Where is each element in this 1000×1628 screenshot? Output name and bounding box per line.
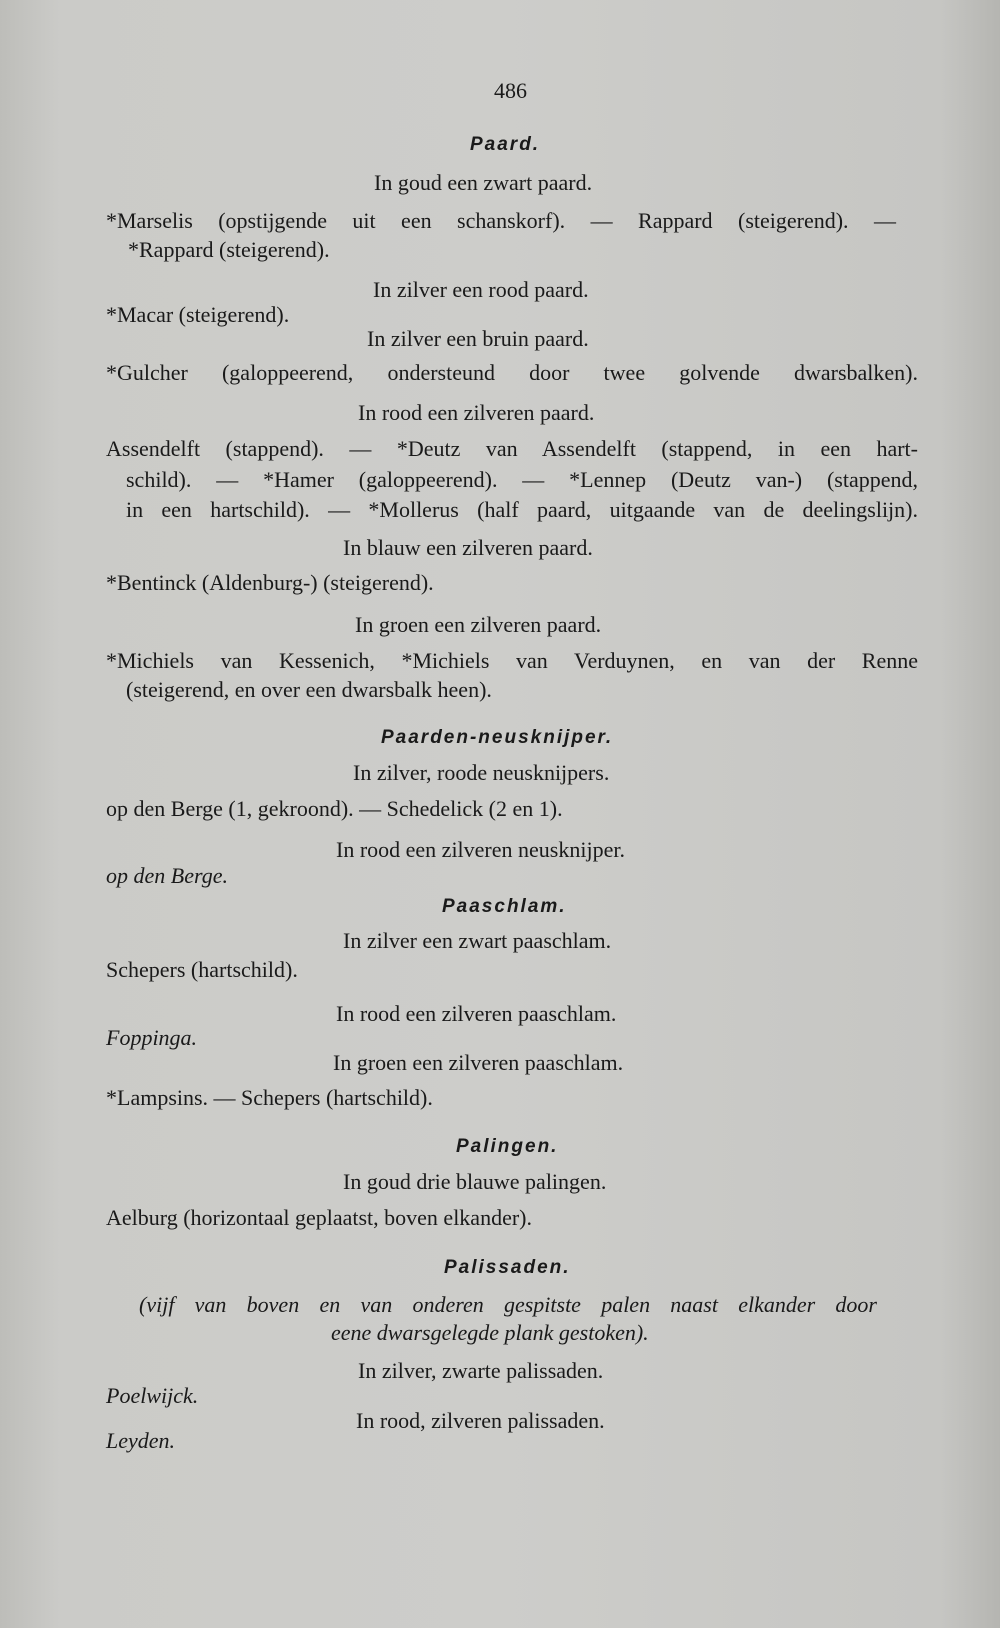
entry-line: (steigerend, en over een dwarsbalk heen).	[126, 677, 492, 702]
entry-line: *Macar (steigerend).	[106, 302, 290, 327]
entry-line: Assendelft (stappend). — *Deutz van Assendelft (stappend, in een hart-	[106, 436, 918, 461]
entry-line: Foppinga.	[106, 1025, 198, 1050]
blazon-line: In rood, zilveren palissaden.	[356, 1408, 605, 1433]
entry-line: *Michiels van Kessenich, *Michiels van Verduynen, en van der Renne	[106, 648, 918, 673]
blazon-line: In zilver, zwarte palissaden.	[358, 1358, 604, 1383]
blazon-line: In zilver, roode neusknijpers.	[353, 760, 610, 785]
entry-line: in een hartschild). — *Mollerus (half paard, uitgaande van de deelingslijn).	[126, 497, 918, 522]
entry-line: op den Berge (1, gekroond). — Schedelick (2 en 1).	[106, 796, 563, 821]
blazon-line: In goud drie blauwe palingen.	[343, 1169, 607, 1194]
section-heading-palissaden: Palissaden.	[444, 1257, 571, 1278]
entry-line: *Marselis (opstijgende uit een schanskorf). — Rappard (steigerend). —	[106, 208, 896, 233]
blazon-line: In zilver een zwart paaschlam.	[343, 928, 612, 953]
blazon-line: In rood een zilveren paard.	[358, 400, 595, 425]
blazon-line: In rood een zilveren neusknijper.	[336, 837, 625, 862]
section-heading-palingen: Palingen.	[456, 1136, 559, 1157]
page-number: 486	[494, 78, 527, 103]
entry-line: Leyden.	[106, 1428, 176, 1453]
blazon-line: In blauw een zilveren paard.	[343, 535, 593, 560]
entry-line: schild). — *Hamer (galoppeerend). — *Lennep (Deutz van-) (stappend,	[126, 467, 918, 492]
blazon-line: In zilver een bruin paard.	[367, 326, 589, 351]
entry-line: *Lampsins. — Schepers (hartschild).	[106, 1085, 433, 1110]
section-heading-paarden-neusknijper: Paarden-neusknijper.	[381, 727, 614, 748]
blazon-line: In goud een zwart paard.	[374, 170, 593, 195]
blazon-line: In groen een zilveren paaschlam.	[333, 1050, 624, 1075]
section-heading-paard: Paard.	[470, 134, 541, 155]
entry-line: op den Berge.	[106, 863, 228, 888]
description-line: (vijf van boven en van onderen gespitste palen naast elkander door	[139, 1292, 877, 1317]
blazon-line: In zilver een rood paard.	[373, 277, 589, 302]
blazon-line: In rood een zilveren paaschlam.	[336, 1001, 617, 1026]
entry-line: Poelwijck.	[106, 1383, 199, 1408]
entry-line: Schepers (hartschild).	[106, 957, 298, 982]
blazon-line: In groen een zilveren paard.	[355, 612, 602, 637]
entry-line: *Bentinck (Aldenburg-) (steigerend).	[106, 570, 434, 595]
section-heading-paaschlam: Paaschlam.	[442, 896, 567, 917]
entry-line: *Gulcher (galoppeerend, ondersteund door twee golvende dwarsbalken).	[106, 360, 918, 385]
entry-line: Aelburg (horizontaal geplaatst, boven elkander).	[106, 1205, 532, 1230]
entry-line: *Rappard (steigerend).	[128, 237, 330, 262]
description-line: eene dwarsgelegde plank gestoken).	[331, 1320, 649, 1345]
